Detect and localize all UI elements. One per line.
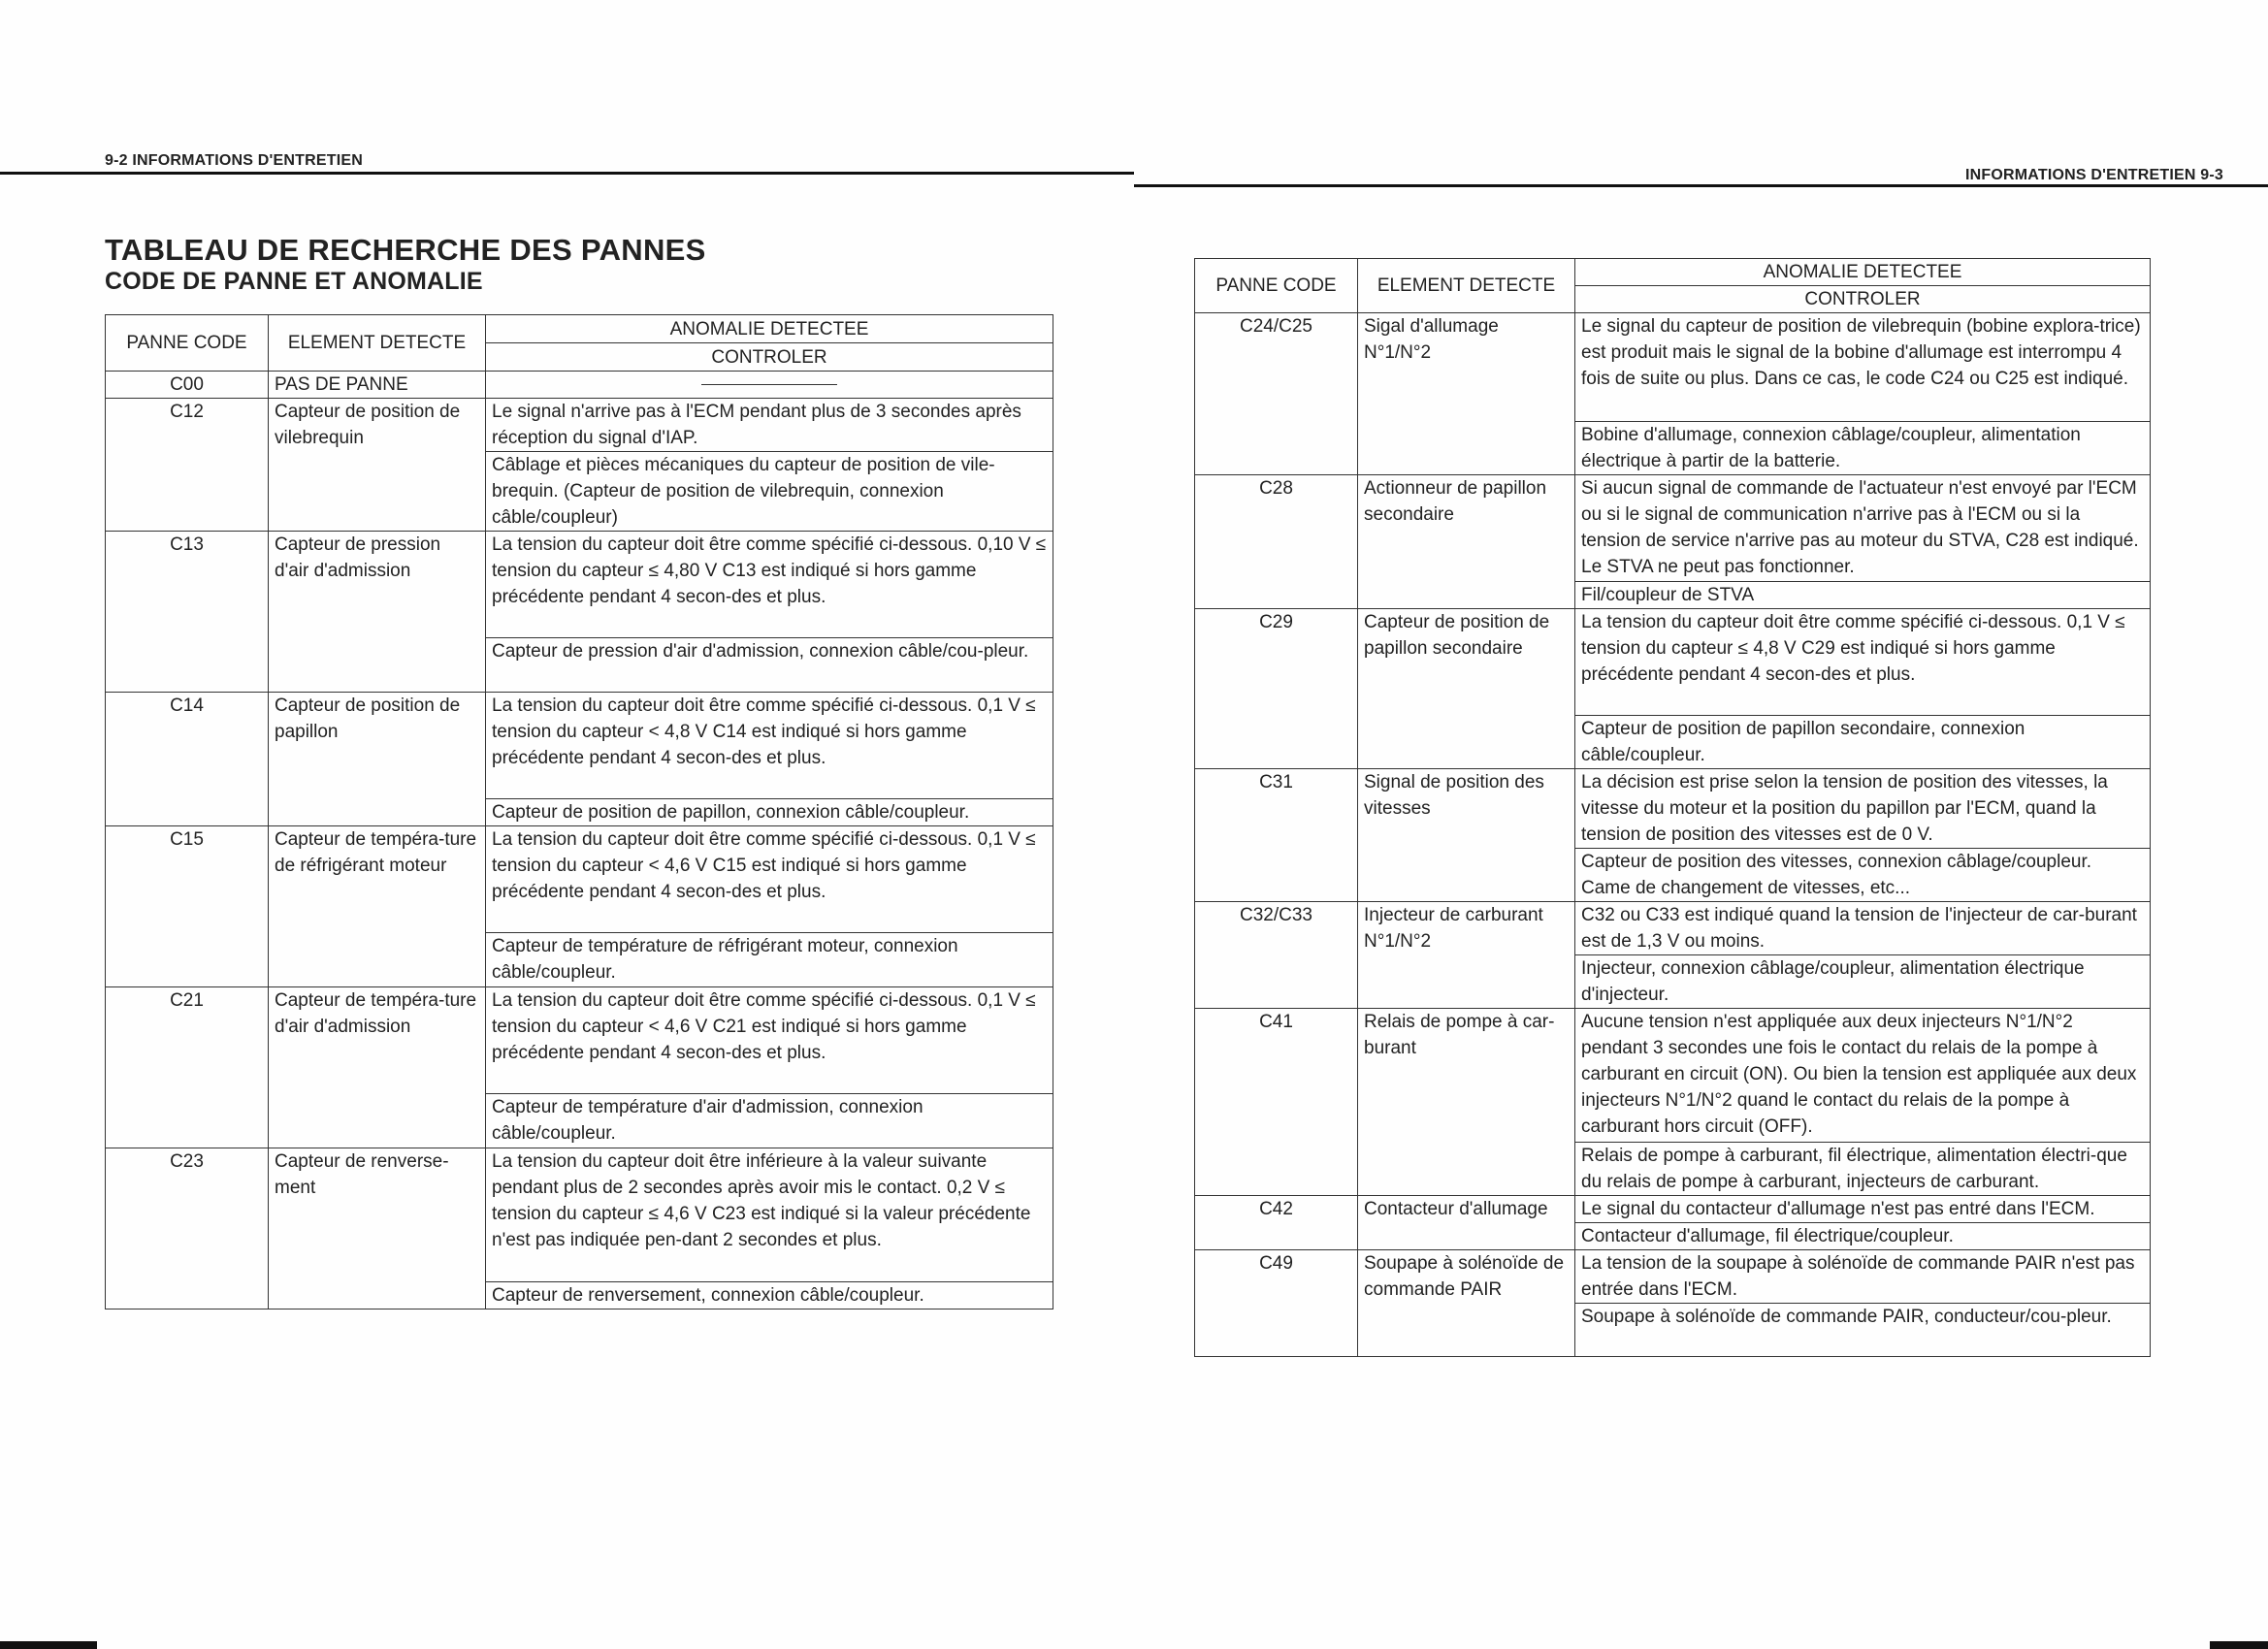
anomaly-text: La tension du capteur doit être comme spécifié ci-dessous. 0,1 V ≤ tension du capteur < 4,6 V C21 est indiqué si hors gamme précédente pendant 4 secon-des et plus. (486, 987, 1053, 1094)
detected-element: Actionneur de papillon secondaire (1358, 475, 1575, 609)
fault-code-table-right (1194, 258, 2151, 1357)
check-text: Contacteur d'allumage, fil électrique/coupleur. (1575, 1223, 2151, 1250)
fault-code: C29 (1195, 609, 1358, 769)
fault-code: C24/C25 (1195, 313, 1358, 475)
detected-element: Capteur de position de papillon secondaire (1358, 609, 1575, 769)
col-header-check: CONTROLER (1575, 286, 2151, 313)
fault-code: C41 (1195, 1009, 1358, 1196)
check-text: Câblage et pièces mécaniques du capteur de position de vile-brequin. (Capteur de position de vilebrequin, connexion câble/coupleur) (486, 452, 1053, 532)
check-text: Capteur de position des vitesses, connexion câblage/coupleur. Came de changement de vitesses, etc... (1575, 849, 2151, 902)
anomaly-text: La décision est prise selon la tension de position des vitesses, la vitesse du moteur et la position du papillon par l'ECM, quand la tension de position des vitesses est de 0 V. (1575, 769, 2151, 849)
header-rule-left (0, 172, 1134, 175)
anomaly-text: Le signal du capteur de position de vilebrequin (bobine explora-trice) est produit mais le signal de la bobine d'allumage est interrompu 4 fois de suite ou plus. Dans ce cas, le code C24 ou C25 est indiqué. (1575, 313, 2151, 422)
col-header-code: PANNE CODE (1195, 259, 1358, 313)
check-text: Capteur de température d'air d'admission, connexion câble/coupleur. (486, 1094, 1053, 1148)
page-header-right: INFORMATIONS D'ENTRETIEN 9-3 (1964, 167, 2223, 183)
detected-element: Capteur de renverse-ment (269, 1148, 486, 1310)
anomaly-text: La tension du capteur doit être comme spécifié ci-dessous. 0,10 V ≤ tension du capteur ≤ 4,80 V C13 est indiqué si hors gamme précédente pendant 4 secon-des et plus. (486, 532, 1053, 638)
anomaly-text: C32 ou C33 est indiqué quand la tension de l'injecteur de car-burant est de 1,3 V ou moins. (1575, 902, 2151, 955)
right-page (1134, 0, 2268, 1649)
col-header-anomaly: ANOMALIE DETECTEE (486, 315, 1053, 343)
detected-element: Soupape à solénoïde de commande PAIR (1358, 1250, 1575, 1357)
check-text: Capteur de température de réfrigérant moteur, connexion câble/coupleur. (486, 933, 1053, 987)
fault-code: C15 (106, 826, 269, 987)
header-rule-right (1134, 184, 2268, 187)
check-text: Relais de pompe à carburant, fil électrique, alimentation électri-que du relais de pompe à carburant, injecteurs de carburant. (1575, 1143, 2151, 1196)
check-text: Soupape à solénoïde de commande PAIR, conducteur/cou-pleur. (1575, 1304, 2151, 1357)
fault-code: C21 (106, 987, 269, 1148)
check-text: Fil/coupleur de STVA (1575, 582, 2151, 609)
fault-code: C28 (1195, 475, 1358, 609)
anomaly-text: La tension du capteur doit être comme spécifié ci-dessous. 0,1 V ≤ tension du capteur < 4,6 V C15 est indiqué si hors gamme précédente pendant 4 secon-des et plus. (486, 826, 1053, 933)
detected-element: Injecteur de carburant N°1/N°2 (1358, 902, 1575, 1009)
col-header-element: ELEMENT DETECTE (1358, 259, 1575, 313)
anomaly-text: Le signal n'arrive pas à l'ECM pendant plus de 3 secondes après réception du signal d'IAP. (486, 399, 1053, 452)
fault-code: C49 (1195, 1250, 1358, 1357)
detected-element: Capteur de tempéra-ture de réfrigérant moteur (269, 826, 486, 987)
fault-code-table-left (105, 314, 1053, 1310)
page-header-left: 9-2 INFORMATIONS D'ENTRETIEN (105, 152, 364, 169)
anomaly-text: Le signal du contacteur d'allumage n'est pas entré dans l'ECM. (1575, 1196, 2151, 1223)
anomaly-text: Si aucun signal de commande de l'actuateur n'est envoyé par l'ECM ou si le signal de communication n'arrive pas à l'ECM ou si la tension de service n'arrive pas au moteur du STVA, C28 est indiqué. Le STVA ne peut pas fonctionner. (1575, 475, 2151, 582)
fault-code: C00 (106, 372, 269, 399)
detected-element: Sigal d'allumage N°1/N°2 (1358, 313, 1575, 475)
scan-edge-mark (2210, 1641, 2268, 1649)
anomaly-text: Aucune tension n'est appliquée aux deux injecteurs N°1/N°2 pendant 3 secondes une fois le contact du relais de la pompe à carburant en circuit (ON). Ou bien la tension est appliquée aux deux injecteurs N°1/N°2 quand le contact du relais de la pompe à carburant hors circuit (OFF). (1575, 1009, 2151, 1143)
col-header-element: ELEMENT DETECTE (269, 315, 486, 372)
fault-code: C32/C33 (1195, 902, 1358, 1009)
check-text: Bobine d'allumage, connexion câblage/coupleur, alimentation électrique à partir de la batterie. (1575, 422, 2151, 475)
fault-code: C31 (1195, 769, 1358, 902)
check-text: Capteur de position de papillon secondaire, connexion câble/coupleur. (1575, 716, 2151, 769)
detected-element: Capteur de pression d'air d'admission (269, 532, 486, 693)
fault-code: C14 (106, 693, 269, 826)
detected-element: Contacteur d'allumage (1358, 1196, 1575, 1250)
col-header-code: PANNE CODE (106, 315, 269, 372)
anomaly-text: La tension du capteur doit être inférieure à la valeur suivante pendant plus de 2 secondes après avoir mis le contact. 0,2 V ≤ tension du capteur ≤ 4,6 V C23 est indiqué si la valeur précédente n'est pas indiquée pen-dant 2 secondes et plus. (486, 1148, 1053, 1282)
dash-line (701, 384, 837, 385)
page-title: TABLEAU DE RECHERCHE DES PANNES (105, 233, 706, 267)
detected-element: Relais de pompe à car-burant (1358, 1009, 1575, 1196)
scan-edge-mark (0, 1641, 97, 1649)
detected-element: Capteur de position de vilebrequin (269, 399, 486, 532)
anomaly-text: La tension du capteur doit être comme spécifié ci-dessous. 0,1 V ≤ tension du capteur ≤ 4,8 V C29 est indiqué si hors gamme précédente pendant 4 secon-des et plus. (1575, 609, 2151, 716)
detected-element: Capteur de position de papillon (269, 693, 486, 826)
page-subtitle: CODE DE PANNE ET ANOMALIE (105, 268, 483, 295)
fault-code: C12 (106, 399, 269, 532)
col-header-anomaly: ANOMALIE DETECTEE (1575, 259, 2151, 286)
anomaly-text: La tension du capteur doit être comme spécifié ci-dessous. 0,1 V ≤ tension du capteur < 4,8 V C14 est indiqué si hors gamme précédente pendant 4 secon-des et plus. (486, 693, 1053, 799)
fault-code: C42 (1195, 1196, 1358, 1250)
detected-element: Signal de position des vitesses (1358, 769, 1575, 902)
check-text: Capteur de renversement, connexion câble/coupleur. (486, 1282, 1053, 1310)
detected-element: Capteur de tempéra-ture d'air d'admission (269, 987, 486, 1148)
fault-code: C13 (106, 532, 269, 693)
anomaly-text: La tension de la soupape à solénoïde de commande PAIR n'est pas entrée dans l'ECM. (1575, 1250, 2151, 1304)
check-text: Injecteur, connexion câblage/coupleur, alimentation électrique d'injecteur. (1575, 955, 2151, 1009)
check-text: Capteur de pression d'air d'admission, connexion câble/cou-pleur. (486, 638, 1053, 693)
check-text: Capteur de position de papillon, connexion câble/coupleur. (486, 799, 1053, 826)
fault-code: C23 (106, 1148, 269, 1310)
detected-element: PAS DE PANNE (269, 372, 486, 399)
col-header-check: CONTROLER (486, 343, 1053, 372)
empty-cell (486, 372, 1053, 399)
